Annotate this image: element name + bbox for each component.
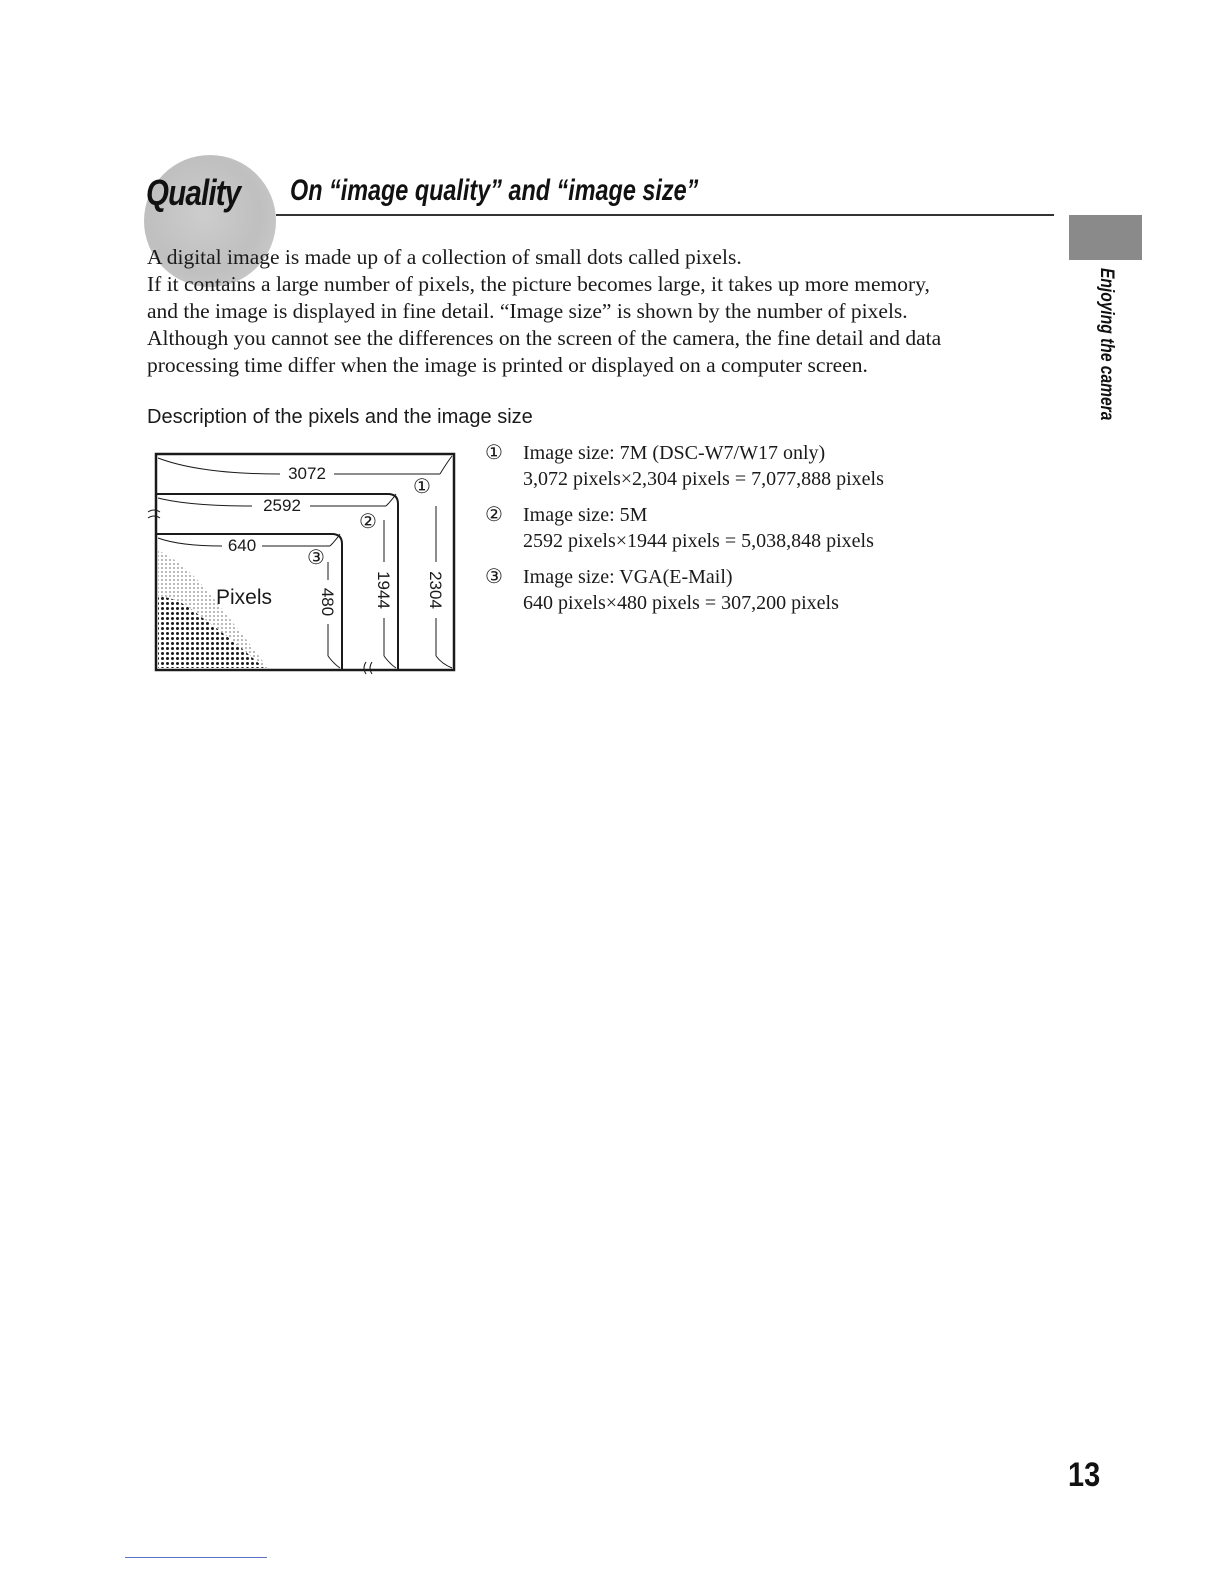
break-mark-left — [148, 510, 160, 518]
pixel-size-diagram — [140, 446, 470, 686]
width-curve-2592 — [386, 494, 396, 506]
width-leader-640 — [158, 538, 222, 546]
size-marker: ② — [485, 504, 503, 526]
size-title: Image size: VGA(E-Mail) — [523, 566, 733, 588]
footer-rule — [125, 1557, 267, 1558]
height-label-480: 480 — [318, 587, 337, 617]
width-leader-3072 — [158, 458, 280, 474]
section-title: On “image quality” and “image size” — [290, 174, 699, 207]
height-label-1944: 1944 — [374, 571, 393, 609]
size-detail: 640 pixels×480 pixels = 307,200 pixels — [523, 592, 839, 614]
size-item-vga — [485, 564, 884, 616]
width-label-640: 640 — [227, 536, 257, 555]
body-line: Although you cannot see the differences on the screen of the camera, the fine detail and data — [147, 326, 942, 350]
height-label-2304: 2304 — [426, 571, 445, 609]
size-title: Image size: 7M (DSC-W7/W17 only) — [523, 442, 826, 464]
body-line: and the image is displayed in fine detail. “Image size” is shown by the number of pixels. — [147, 299, 908, 323]
size-title: Image size: 5M — [523, 504, 648, 526]
size-item-5m — [485, 502, 884, 554]
height-curve-2304 — [436, 656, 452, 668]
size-marker: ① — [485, 442, 503, 464]
pixels-label: Pixels — [216, 586, 273, 609]
chapter-tab — [1069, 215, 1142, 260]
chapter-label — [1095, 268, 1119, 468]
diagram-subheading: Description of the pixels and the image size — [147, 406, 533, 428]
width-leader-2592 — [158, 498, 252, 506]
section-badge-label: Quality — [146, 172, 241, 213]
chapter-label-text: Enjoying the camera — [1096, 268, 1117, 421]
image-size-list — [485, 440, 884, 626]
page-number: 13 — [1068, 1456, 1101, 1494]
size-item-7m — [485, 440, 884, 492]
heading-rule — [276, 214, 1054, 216]
marker-1: ① — [413, 476, 431, 498]
marker-3: ③ — [307, 547, 325, 569]
break-mark-bottom — [364, 662, 372, 674]
width-label-2592: 2592 — [263, 496, 301, 515]
marker-2: ② — [359, 511, 377, 533]
body-line: A digital image is made up of a collection of small dots called pixels. — [147, 245, 742, 269]
body-line: If it contains a large number of pixels, the picture becomes large, it takes up more memory, — [147, 272, 930, 296]
size-detail: 3,072 pixels×2,304 pixels = 7,077,888 pixels — [523, 468, 884, 490]
size-detail: 2592 pixels×1944 pixels = 5,038,848 pixels — [523, 530, 874, 552]
size-marker: ③ — [485, 566, 503, 588]
body-paragraph — [147, 244, 1047, 379]
width-label-3072: 3072 — [288, 464, 326, 483]
body-line: processing time differ when the image is printed or displayed on a computer screen. — [147, 353, 868, 377]
width-curve-3072 — [440, 456, 452, 474]
width-curve-640 — [330, 534, 340, 546]
height-curve-1944 — [384, 656, 396, 668]
height-curve-480 — [328, 656, 340, 668]
